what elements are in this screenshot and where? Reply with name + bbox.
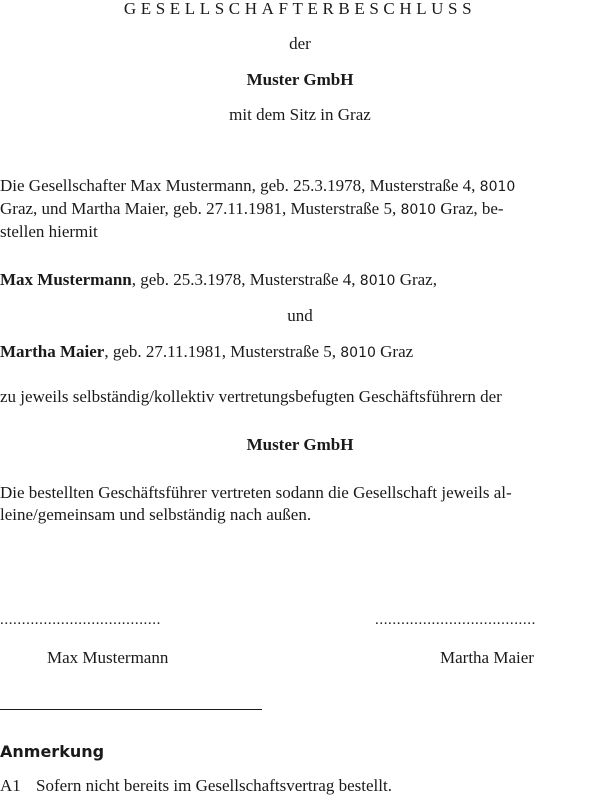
signature-line-right: ..................................... xyxy=(375,612,536,628)
postal-code: 8010 xyxy=(359,273,396,289)
representation-line-1: Die bestellten Geschäftsführer vertreten sodann die Gesellschaft jeweils al- xyxy=(0,483,512,502)
intro-paragraph xyxy=(0,175,600,243)
intro-line-2-text-b: Graz, be- xyxy=(440,199,504,218)
postal-code: 8010 xyxy=(340,345,376,361)
signature-name-left: Max Mustermann xyxy=(47,648,169,667)
person-2-details-a: , geb. 27.11.1981, Musterstraße 5, xyxy=(104,342,336,361)
person-1-details-a: , geb. 25.3.1978, Musterstraße 4, xyxy=(131,270,356,289)
postal-code: 8010 xyxy=(479,179,516,195)
company-name-2: Muster GmbH xyxy=(246,435,354,454)
intro-line-3: stellen hiermit xyxy=(0,222,98,241)
und-label: und xyxy=(287,306,313,325)
intro-line-1 xyxy=(0,175,600,198)
person-2-details-b: Graz xyxy=(380,342,414,361)
footnote-rule xyxy=(0,709,262,710)
person-1-line xyxy=(0,269,600,292)
intro-line-1-text: Die Gesellschafter Max Mustermann, geb. 25.3.1978, Musterstraße 4, xyxy=(0,176,476,195)
person-1-details-b: Graz, xyxy=(399,270,437,289)
company-seat: mit dem Sitz in Graz xyxy=(229,105,371,124)
note-text: Sofern nicht bereits im Gesellschaftsvertrag bestellt. xyxy=(36,776,392,795)
intro-line-2 xyxy=(0,198,600,221)
intro-line-2-text-a: Graz, und Martha Maier, geb. 27.11.1981, Musterstraße 5, xyxy=(0,199,397,218)
representation-line-2: leine/gemeinsam und selbständig nach außen. xyxy=(0,505,312,524)
note-heading: Anmerkung xyxy=(0,742,105,761)
document-heading: GESELLSCHAFTERBESCHLUSS xyxy=(123,0,477,18)
representation-paragraph xyxy=(0,482,600,526)
note-marker: A1 xyxy=(0,776,21,795)
postal-code: 8010 xyxy=(400,202,437,218)
company-name: Muster GmbH xyxy=(246,70,354,89)
signature-name-right: Martha Maier xyxy=(440,648,534,667)
person-1-name: Max Mustermann xyxy=(0,270,132,289)
person-2-line xyxy=(0,341,600,364)
appointment-text: zu jeweils selbständig/kollektiv vertretungsbefugten Geschäftsführern der xyxy=(0,387,502,406)
der-label: der xyxy=(289,34,311,53)
person-2-name: Martha Maier xyxy=(0,342,105,361)
signature-line-left: ..................................... xyxy=(0,612,161,628)
